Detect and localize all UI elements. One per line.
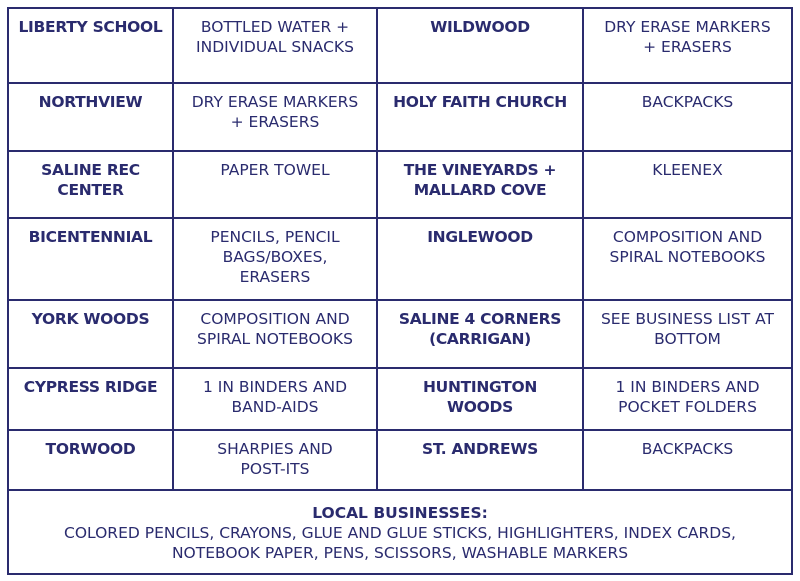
supply-item: 1 IN BINDERS AND POCKET FOLDERS	[615, 378, 760, 416]
school-name: HUNTINGTON WOODS	[378, 369, 584, 429]
school-name: INGLEWOOD	[378, 219, 584, 299]
school-name: TORWOOD	[9, 431, 174, 489]
school-name: CYPRESS RIDGE	[9, 369, 174, 429]
table-row	[9, 431, 791, 491]
supply-item: DRY ERASE MARKERS + ERASERS	[604, 18, 771, 56]
supply-item: BOTTLED WATER + INDIVIDUAL SNACKS	[174, 9, 378, 82]
supply-item: 1 IN BINDERS AND BAND-AIDS	[174, 369, 378, 429]
supply-item: COMPOSITION AND SPIRAL NOTEBOOKS	[174, 301, 378, 367]
table-row	[9, 152, 791, 219]
supply-item: COMPOSITION AND SPIRAL NOTEBOOKS	[609, 228, 766, 266]
supply-item: PENCILS, PENCIL BAGS/BOXES, ERASERS	[174, 219, 378, 299]
school-name: LIBERTY SCHOOL	[9, 9, 174, 82]
school-name: SALINE REC CENTER	[9, 152, 174, 217]
supply-item: BACKPACKS	[641, 440, 734, 458]
table-row	[9, 9, 791, 84]
supply-table	[7, 7, 793, 575]
footer-title: LOCAL BUSINESSES:	[312, 504, 488, 522]
school-name: BICENTENNIAL	[9, 219, 174, 299]
school-name: THE VINEYARDS + MALLARD COVE	[378, 152, 584, 217]
local-businesses-section	[9, 491, 791, 563]
supply-item: PAPER TOWEL	[174, 152, 378, 217]
supply-item: BACKPACKS	[641, 93, 734, 111]
table-row	[9, 219, 791, 301]
school-name: YORK WOODS	[9, 301, 174, 367]
school-name: SALINE 4 CORNERS (CARRIGAN)	[378, 301, 584, 367]
supply-item: KLEENEX	[652, 161, 723, 179]
school-name: HOLY FAITH CHURCH	[378, 84, 584, 150]
school-name: NORTHVIEW	[9, 84, 174, 150]
supply-item: SHARPIES AND POST-ITS	[174, 431, 378, 489]
supply-item: DRY ERASE MARKERS + ERASERS	[174, 84, 378, 150]
footer-text: COLORED PENCILS, CRAYONS, GLUE AND GLUE STICKS, HIGHLIGHTERS, INDEX CARDS, NOTEBOOK PAPER, PENS, SCISSORS, WASHABLE MARKERS	[64, 524, 736, 562]
supply-item: SEE BUSINESS LIST AT BOTTOM	[600, 310, 775, 348]
table-row	[9, 369, 791, 431]
table-row	[9, 84, 791, 152]
school-name: WILDWOOD	[378, 9, 584, 82]
school-name: ST. ANDREWS	[378, 431, 584, 489]
table-row	[9, 301, 791, 369]
